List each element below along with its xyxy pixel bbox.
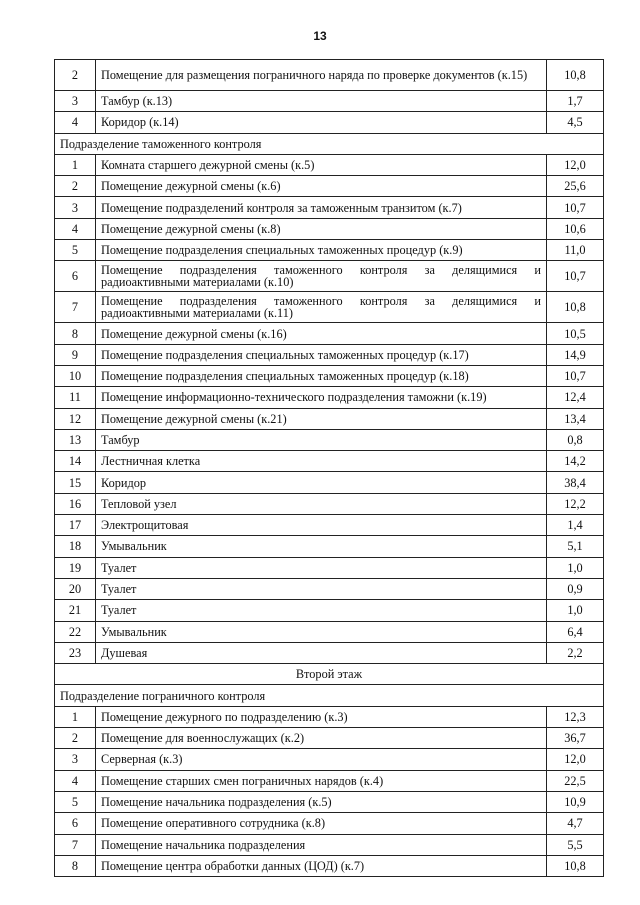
room-area: 5,5 <box>547 834 604 855</box>
row-number: 5 <box>55 240 96 261</box>
table-row <box>55 621 604 642</box>
table-row <box>55 472 604 493</box>
room-name: Помещение дежурной смены (к.6) <box>96 176 547 197</box>
row-number: 7 <box>55 834 96 855</box>
section-heading-row <box>55 133 604 154</box>
table-row <box>55 176 604 197</box>
row-number: 15 <box>55 472 96 493</box>
room-name: Комната старшего дежурной смены (к.5) <box>96 154 547 175</box>
row-number: 2 <box>55 728 96 749</box>
room-area: 10,7 <box>547 261 604 292</box>
table-row <box>55 557 604 578</box>
room-name: Коридор <box>96 472 547 493</box>
section-heading: Подразделение пограничного контроля <box>55 685 604 706</box>
room-area: 12,4 <box>547 387 604 408</box>
room-area: 0,8 <box>547 429 604 450</box>
row-number: 7 <box>55 292 96 323</box>
row-number: 3 <box>55 749 96 770</box>
room-name: Лестничная клетка <box>96 451 547 472</box>
room-name: Помещение подразделения таможенного контроля за делящимися и радиоактивными материалами (к.11) <box>96 292 547 323</box>
table-row <box>55 493 604 514</box>
table-row <box>55 642 604 663</box>
row-number: 10 <box>55 365 96 386</box>
room-name: Помещение дежурной смены (к.21) <box>96 408 547 429</box>
room-name: Тамбур (к.13) <box>96 91 547 112</box>
room-area: 12,0 <box>547 749 604 770</box>
row-number: 8 <box>55 855 96 876</box>
room-name: Помещение для военнослужащих (к.2) <box>96 728 547 749</box>
table-row <box>55 112 604 133</box>
row-number: 16 <box>55 493 96 514</box>
page-number: 13 <box>313 29 327 43</box>
room-name: Серверная (к.3) <box>96 749 547 770</box>
room-area: 13,4 <box>547 408 604 429</box>
room-name: Помещение подразделения специальных таможенных процедур (к.18) <box>96 365 547 386</box>
room-name: Помещение подразделения таможенного контроля за делящимися и радиоактивными материалами (к.10) <box>96 261 547 292</box>
room-name: Помещение начальника подразделения <box>96 834 547 855</box>
room-name: Тепловой узел <box>96 493 547 514</box>
room-area: 10,9 <box>547 791 604 812</box>
room-name: Помещение дежурного по подразделению (к.3) <box>96 706 547 727</box>
row-number: 3 <box>55 197 96 218</box>
table-row <box>55 578 604 599</box>
room-area: 10,8 <box>547 60 604 91</box>
room-area: 5,1 <box>547 536 604 557</box>
room-area: 14,9 <box>547 344 604 365</box>
room-area: 10,6 <box>547 218 604 239</box>
row-number: 22 <box>55 621 96 642</box>
row-number: 6 <box>55 813 96 834</box>
row-number: 2 <box>55 60 96 91</box>
room-area: 10,8 <box>547 855 604 876</box>
room-area: 0,9 <box>547 578 604 599</box>
table-row <box>55 197 604 218</box>
room-name: Помещение для размещения пограничного наряда по проверке документов (к.15) <box>96 60 547 91</box>
room-name: Помещение информационно-технического подразделения таможни (к.19) <box>96 387 547 408</box>
table-row <box>55 429 604 450</box>
table-row <box>55 791 604 812</box>
table-row <box>55 834 604 855</box>
room-area: 2,2 <box>547 642 604 663</box>
row-number: 4 <box>55 218 96 239</box>
row-number: 6 <box>55 261 96 292</box>
room-name: Помещение дежурной смены (к.16) <box>96 323 547 344</box>
room-area: 14,2 <box>547 451 604 472</box>
section-heading-row <box>55 685 604 706</box>
row-number: 17 <box>55 515 96 536</box>
row-number: 13 <box>55 429 96 450</box>
row-number: 5 <box>55 791 96 812</box>
room-area: 36,7 <box>547 728 604 749</box>
row-number: 1 <box>55 706 96 727</box>
row-number: 2 <box>55 176 96 197</box>
table-row <box>55 365 604 386</box>
room-name: Душевая <box>96 642 547 663</box>
room-area: 12,3 <box>547 706 604 727</box>
row-number: 20 <box>55 578 96 599</box>
row-number: 9 <box>55 344 96 365</box>
table-row <box>55 292 604 323</box>
row-number: 4 <box>55 112 96 133</box>
room-name: Помещение начальника подразделения (к.5) <box>96 791 547 812</box>
table-row <box>55 706 604 727</box>
room-name: Тамбур <box>96 429 547 450</box>
table-row <box>55 728 604 749</box>
table-row <box>55 344 604 365</box>
row-number: 4 <box>55 770 96 791</box>
row-number: 8 <box>55 323 96 344</box>
room-name: Помещение подразделения специальных таможенных процедур (к.9) <box>96 240 547 261</box>
table-row <box>55 451 604 472</box>
room-name: Умывальник <box>96 536 547 557</box>
room-area: 1,4 <box>547 515 604 536</box>
table-row <box>55 261 604 292</box>
room-name: Туалет <box>96 557 547 578</box>
table-row <box>55 60 604 91</box>
table-row <box>55 218 604 239</box>
room-name: Помещение старших смен пограничных нарядов (к.4) <box>96 770 547 791</box>
room-area: 4,7 <box>547 813 604 834</box>
row-number: 1 <box>55 154 96 175</box>
room-area: 4,5 <box>547 112 604 133</box>
row-number: 18 <box>55 536 96 557</box>
room-name: Туалет <box>96 600 547 621</box>
section-heading: Подразделение таможенного контроля <box>55 133 604 154</box>
table-row <box>55 813 604 834</box>
row-number: 19 <box>55 557 96 578</box>
table-row <box>55 323 604 344</box>
room-name: Умывальник <box>96 621 547 642</box>
row-number: 14 <box>55 451 96 472</box>
room-name: Помещение подразделений контроля за таможенным транзитом (к.7) <box>96 197 547 218</box>
room-name: Помещение оперативного сотрудника (к.8) <box>96 813 547 834</box>
table-row <box>55 154 604 175</box>
row-number: 21 <box>55 600 96 621</box>
table-row <box>55 240 604 261</box>
table-row <box>55 536 604 557</box>
room-area: 10,7 <box>547 365 604 386</box>
table-row <box>55 387 604 408</box>
room-area: 22,5 <box>547 770 604 791</box>
room-name: Электрощитовая <box>96 515 547 536</box>
rooms-table <box>54 59 604 877</box>
table-row <box>55 408 604 429</box>
room-area: 12,2 <box>547 493 604 514</box>
room-area: 1,7 <box>547 91 604 112</box>
table-row <box>55 855 604 876</box>
room-area: 11,0 <box>547 240 604 261</box>
table-row <box>55 91 604 112</box>
room-area: 25,6 <box>547 176 604 197</box>
row-number: 3 <box>55 91 96 112</box>
room-area: 10,7 <box>547 197 604 218</box>
rooms-table-body <box>55 60 604 877</box>
table-row <box>55 600 604 621</box>
room-name: Помещение центра обработки данных (ЦОД) (к.7) <box>96 855 547 876</box>
room-name: Туалет <box>96 578 547 599</box>
table-row <box>55 770 604 791</box>
row-number: 11 <box>55 387 96 408</box>
row-number: 23 <box>55 642 96 663</box>
room-area: 10,8 <box>547 292 604 323</box>
room-area: 10,5 <box>547 323 604 344</box>
room-area: 12,0 <box>547 154 604 175</box>
room-area: 1,0 <box>547 600 604 621</box>
row-number: 12 <box>55 408 96 429</box>
room-name: Помещение дежурной смены (к.8) <box>96 218 547 239</box>
room-area: 38,4 <box>547 472 604 493</box>
floor-heading: Второй этаж <box>55 664 604 685</box>
floor-heading-row <box>55 664 604 685</box>
room-name: Коридор (к.14) <box>96 112 547 133</box>
table-row <box>55 515 604 536</box>
table-row <box>55 749 604 770</box>
room-name: Помещение подразделения специальных таможенных процедур (к.17) <box>96 344 547 365</box>
room-area: 6,4 <box>547 621 604 642</box>
room-area: 1,0 <box>547 557 604 578</box>
